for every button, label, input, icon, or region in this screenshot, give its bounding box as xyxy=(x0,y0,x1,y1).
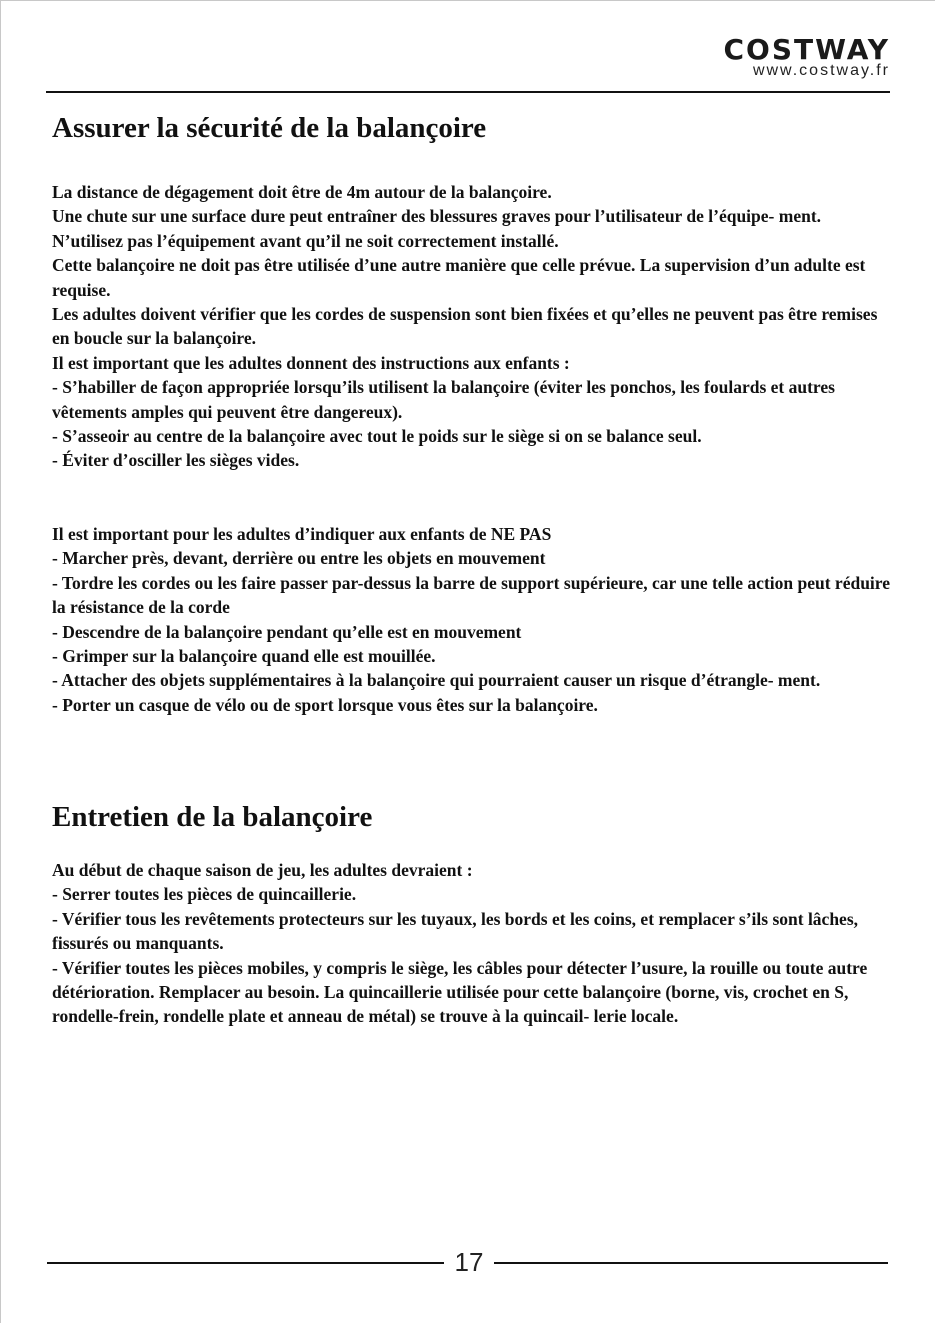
list-item: - S’asseoir au centre de la balançoire avec tout le poids sur le siège si on se balance seul. xyxy=(52,426,702,447)
list-item: - Éviter d’osciller les sièges vides. xyxy=(52,450,300,471)
list-item: - Grimper sur la balançoire quand elle est mouillée. xyxy=(52,646,436,667)
safety-instructions xyxy=(52,180,892,473)
paragraph: La distance de dégagement doit être de 4m autour de la balançoire. xyxy=(52,182,552,202)
paragraph: Cette balançoire ne doit pas être utilisée d’une autre manière que celle prévue. La supervision d’un adulte est requise. xyxy=(52,255,866,300)
list-item: - Porter un casque de vélo ou de sport lorsque vous êtes sur la balançoire. xyxy=(52,694,598,715)
section-title-maintenance: Entretien de la balançoire xyxy=(52,801,373,833)
list-item: - Marcher près, devant, derrière ou entre les objets en mouvement xyxy=(52,548,546,569)
list-item: - Attacher des objets supplémentaires à la balançoire qui pourraient causer un risque d’étrangle- ment. xyxy=(52,670,821,691)
paragraph: Une chute sur une surface dure peut entraîner des blessures graves pour l’utilisateur de l’équipe- ment. xyxy=(52,206,822,227)
do-not-instructions xyxy=(52,522,892,717)
list-item: - Serrer toutes les pièces de quincaillerie. xyxy=(52,884,357,905)
paragraph: Au début de chaque saison de jeu, les adultes devraient : xyxy=(52,860,473,880)
paragraph: Il est important que les adultes donnent des instructions aux enfants : xyxy=(52,352,570,373)
list-item: - Tordre les cordes ou les faire passer par-dessus la barre de support supérieure, car une telle action peut réduire la résistance de la corde xyxy=(52,572,891,618)
brand-logo: COSTWAY xyxy=(723,33,890,66)
maintenance-instructions xyxy=(52,858,892,1029)
list-item: - S’habiller de façon appropriée lorsqu’ils utilisent la balançoire (éviter les ponchos, les foulards et autres vêtements amples qui peuvent être dangereux). xyxy=(52,377,835,422)
list-item: - Descendre de la balançoire pendant qu’elle est en mouvement xyxy=(52,621,522,642)
paragraph: Les adultes doivent vérifier que les cordes de suspension sont bien fixées et qu’elles ne peuvent pas être remises en boucle sur la balançoire. xyxy=(52,304,878,349)
paragraph: N’utilisez pas l’équipement avant qu’il ne soit correctement installé. xyxy=(52,230,559,251)
page-number: 17 xyxy=(454,1247,484,1277)
footer-rule-right xyxy=(494,1262,888,1264)
section-title-safety: Assurer la sécurité de la balançoire xyxy=(52,112,487,144)
paragraph: Il est important pour les adultes d’indiquer aux enfants de NE PAS xyxy=(52,524,552,544)
footer-rule-left xyxy=(47,1262,444,1264)
list-item: - Vérifier toutes les pièces mobiles, y compris le siège, les câbles pour détecter l’usure, la rouille ou toute autre détérioration. Remplacer au besoin. La quincaillerie utilisée pour cette balançoire (borne, vis, crochet en S, rondelle-frein, rondelle plate et anneau de métal) se trouve à la quincail- lerie locale. xyxy=(52,957,868,1027)
header-divider xyxy=(46,91,890,93)
website-url: www.costway.fr xyxy=(752,62,890,79)
list-item: - Vérifier tous les revêtements protecteurs sur les tuyaux, les bords et les coins, et remplacer s’ils sont lâches, fissurés ou manquants. xyxy=(52,908,859,954)
